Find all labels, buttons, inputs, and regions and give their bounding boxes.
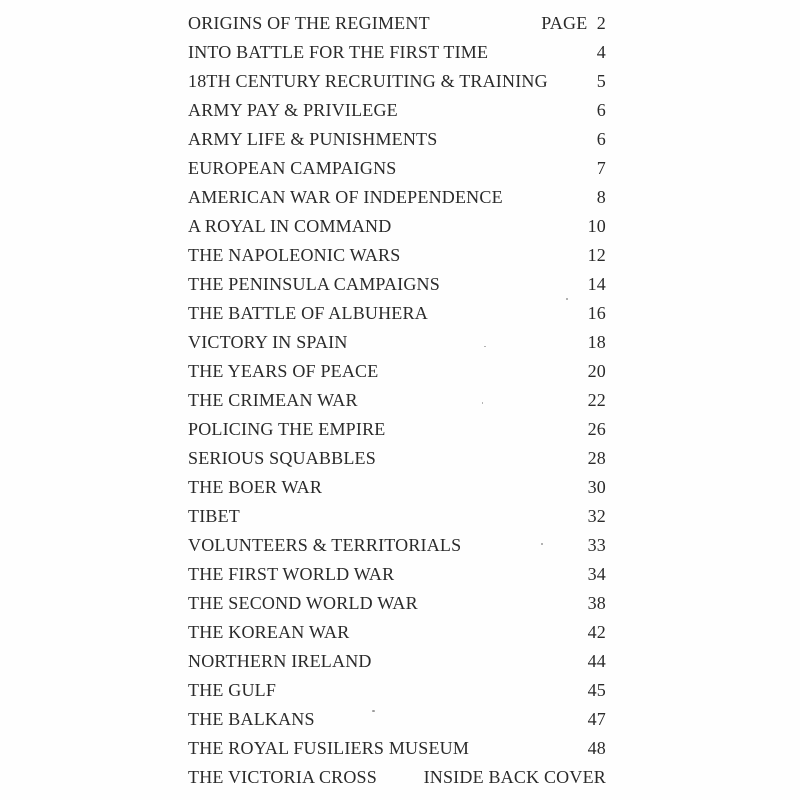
toc-entry-page: 20 [587,361,606,381]
toc-entry-title: THE GULF [188,680,277,700]
toc-entry-title: VICTORY IN SPAIN [188,332,348,352]
toc-entry [188,734,606,763]
toc-entry-title: SERIOUS SQUABBLES [188,448,376,468]
toc-entry-page: 6 [596,100,606,120]
toc-entry [188,415,606,444]
toc-entry-title: ARMY LIFE & PUNISHMENTS [188,129,438,149]
toc-entry-page: 34 [587,564,606,584]
toc-entry-title: INTO BATTLE FOR THE FIRST TIME [188,42,489,62]
toc-entry [188,9,606,38]
toc-entry [188,328,606,357]
toc-entry-title: POLICING THE EMPIRE [188,419,386,439]
toc-entry [188,531,606,560]
toc-entry [188,96,606,125]
scan-speck [484,346,486,347]
toc-entry-title: THE SECOND WORLD WAR [188,593,418,613]
toc-entry-page: 38 [587,593,606,613]
toc-entry-page: 47 [587,709,606,729]
toc-entry [188,763,606,792]
toc-entry-page: 32 [587,506,606,526]
toc-entry-title: TIBET [188,506,240,526]
toc-entry-page: 12 [587,245,606,265]
toc-entry-title: A ROYAL IN COMMAND [188,216,392,236]
toc-entry [188,705,606,734]
toc-entry [188,212,606,241]
toc-entry-title: VOLUNTEERS & TERRITORIALS [188,535,462,555]
toc-entry-page: 33 [587,535,606,555]
toc-entry [188,125,606,154]
toc-entry-title: THE NAPOLEONIC WARS [188,245,401,265]
toc-entry-title: THE YEARS OF PEACE [188,361,379,381]
toc-entry [188,154,606,183]
toc-entry-page: 5 [596,71,606,91]
toc-entry-page: PAGE 2 [541,13,606,33]
toc-entry-page: 10 [587,216,606,236]
toc-entry-title: THE KOREAN WAR [188,622,350,642]
toc-entry-page: 26 [587,419,606,439]
toc-entry [188,183,606,212]
scan-speck [541,543,543,545]
toc-entry [188,299,606,328]
toc-entry [188,270,606,299]
toc-entry [188,647,606,676]
toc-entry-title: AMERICAN WAR OF INDEPENDENCE [188,187,503,207]
toc-entry-title: 18TH CENTURY RECRUITING & TRAINING [188,71,548,91]
toc-entry [188,38,606,67]
toc-entry-title: ORIGINS OF THE REGIMENT [188,13,430,33]
table-of-contents [188,9,606,792]
scan-speck [566,298,568,300]
toc-entry-title: THE CRIMEAN WAR [188,390,358,410]
toc-entry-title: THE VICTORIA CROSS [188,767,377,787]
toc-entry [188,241,606,270]
toc-entry [188,357,606,386]
scan-speck [372,710,375,712]
toc-entry-page: 30 [587,477,606,497]
toc-entry [188,560,606,589]
toc-entry-title: THE PENINSULA CAMPAIGNS [188,274,440,294]
toc-entry-page: 7 [596,158,606,178]
toc-entry-page: 42 [587,622,606,642]
toc-entry [188,386,606,415]
toc-entry-title: THE FIRST WORLD WAR [188,564,395,584]
toc-entry-page: 18 [587,332,606,352]
toc-entry-title: THE BALKANS [188,709,315,729]
toc-entry-title: THE ROYAL FUSILIERS MUSEUM [188,738,470,758]
toc-entry-title: THE BOER WAR [188,477,323,497]
toc-entry [188,502,606,531]
toc-entry [188,444,606,473]
toc-entry [188,676,606,705]
toc-entry-page: 4 [596,42,606,62]
toc-entry [188,618,606,647]
toc-entry-page: 48 [587,738,606,758]
toc-entry-page: 44 [587,651,606,671]
toc-entry-title: ARMY PAY & PRIVILEGE [188,100,398,120]
toc-entry-title: THE BATTLE OF ALBUHERA [188,303,428,323]
toc-entry-title: EUROPEAN CAMPAIGNS [188,158,397,178]
toc-entry-page: 16 [587,303,606,323]
toc-entry-page: 6 [596,129,606,149]
scan-speck [482,402,483,404]
toc-entry-title: NORTHERN IRELAND [188,651,372,671]
toc-entry [188,473,606,502]
toc-entry [188,67,606,96]
toc-entry-page: 14 [587,274,606,294]
toc-entry-page: 28 [587,448,606,468]
toc-entry-page: 8 [596,187,606,207]
toc-entry-page: 45 [587,680,606,700]
toc-entry [188,589,606,618]
toc-entry-page: 22 [587,390,606,410]
toc-entry-page: INSIDE BACK COVER [423,767,606,787]
